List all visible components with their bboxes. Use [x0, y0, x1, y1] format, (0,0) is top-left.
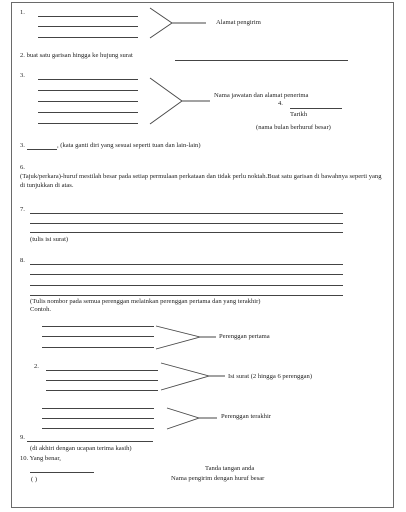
- bracket-arrow-icon: [150, 76, 212, 128]
- recipient-line: [38, 79, 138, 80]
- paragraph-line: [46, 380, 158, 381]
- item-9-number: 9.: [20, 434, 25, 441]
- closing-line: [27, 441, 153, 442]
- body-line: [30, 274, 343, 275]
- item-6-text: (Tajuk/perkara)-huruf mestilah besar pada setiap permulaan perkataan dan tidak perlu noktah.Buat satu garisan di bawahnya seperti yang di tunjukkan di atas.: [20, 173, 382, 189]
- body-line: [30, 213, 343, 214]
- recipient-line: [38, 101, 138, 102]
- paragraph-line: [42, 347, 154, 348]
- label-number-4: 4.: [278, 100, 283, 107]
- label-alamat-pengirim: Alamat pengirim: [216, 19, 261, 26]
- label-tarikh-note: (nama bulan berhuruf besar): [256, 124, 331, 131]
- item-7-number: 7.: [20, 206, 25, 213]
- item-7-note: (tulis isi surat): [30, 236, 69, 243]
- paragraph-line: [42, 408, 154, 409]
- label-nama-jawatan: Nama jawatan dan alamat penerima: [214, 92, 309, 99]
- address-line: [38, 26, 138, 27]
- item-3b-number: 3.: [20, 142, 25, 149]
- paragraph-line: [46, 370, 158, 371]
- label-perenggan-terakhir: Perenggan terakhir: [221, 413, 271, 420]
- date-line: [290, 108, 342, 109]
- item-3b-text: , (kata ganti diri yang sesuai seperti tuan dan lain-lain): [57, 142, 201, 149]
- item-10-text: 10. Yang benar,: [20, 455, 61, 462]
- bracket-arrow-icon: [150, 7, 210, 41]
- bracket-arrow-icon: [161, 362, 227, 394]
- paragraph-line: [42, 418, 154, 419]
- item-3-number: 3.: [20, 72, 25, 79]
- paragraph-line: [46, 390, 158, 391]
- contoh-label: Contoh.: [30, 306, 52, 313]
- underline: [175, 60, 348, 61]
- item-8-number: 8.: [20, 257, 25, 264]
- bracket-arrow-icon: [167, 407, 219, 433]
- label-tarikh: Tarikh: [290, 111, 308, 118]
- label-tanda-tangan: Tanda tangan anda: [205, 465, 255, 472]
- body-line: [30, 285, 343, 286]
- paragraph-line: [42, 336, 154, 337]
- bracket-arrow-icon: [156, 325, 218, 353]
- label-perenggan-pertama: Perenggan pertama: [219, 333, 270, 340]
- recipient-line: [38, 123, 138, 124]
- body-line: [30, 223, 343, 224]
- label-isi-surat: Isi surat (2 hingga 6 perenggan): [228, 373, 313, 380]
- paragraph-line: [42, 428, 154, 429]
- item-1-number: 1.: [20, 9, 25, 16]
- item-9-note: (di akhiri dengan ucapan terima kasih): [30, 445, 132, 452]
- body-line: [30, 264, 343, 265]
- item-8-note: (Tulis nombor pada semua perenggan melainkan perenggan pertama dan yang terakhir): [30, 298, 261, 305]
- address-line: [38, 37, 138, 38]
- address-line: [38, 16, 138, 17]
- body-line: [30, 295, 343, 296]
- salutation-line: [27, 149, 57, 150]
- label-nama-pengirim: Nama pengirim dengan huruf besar: [171, 475, 265, 482]
- recipient-line: [38, 90, 138, 91]
- paragraph-2-number: 2.: [34, 363, 39, 370]
- signature-line: [30, 472, 94, 473]
- paragraph-line: [42, 326, 154, 327]
- name-bracket: ( ): [31, 476, 38, 483]
- body-line: [30, 232, 343, 233]
- item-6-number: 6.: [20, 164, 25, 171]
- recipient-line: [38, 112, 138, 113]
- item-2-text: 2. buat satu garisan hingga ke hujung surat: [20, 52, 133, 59]
